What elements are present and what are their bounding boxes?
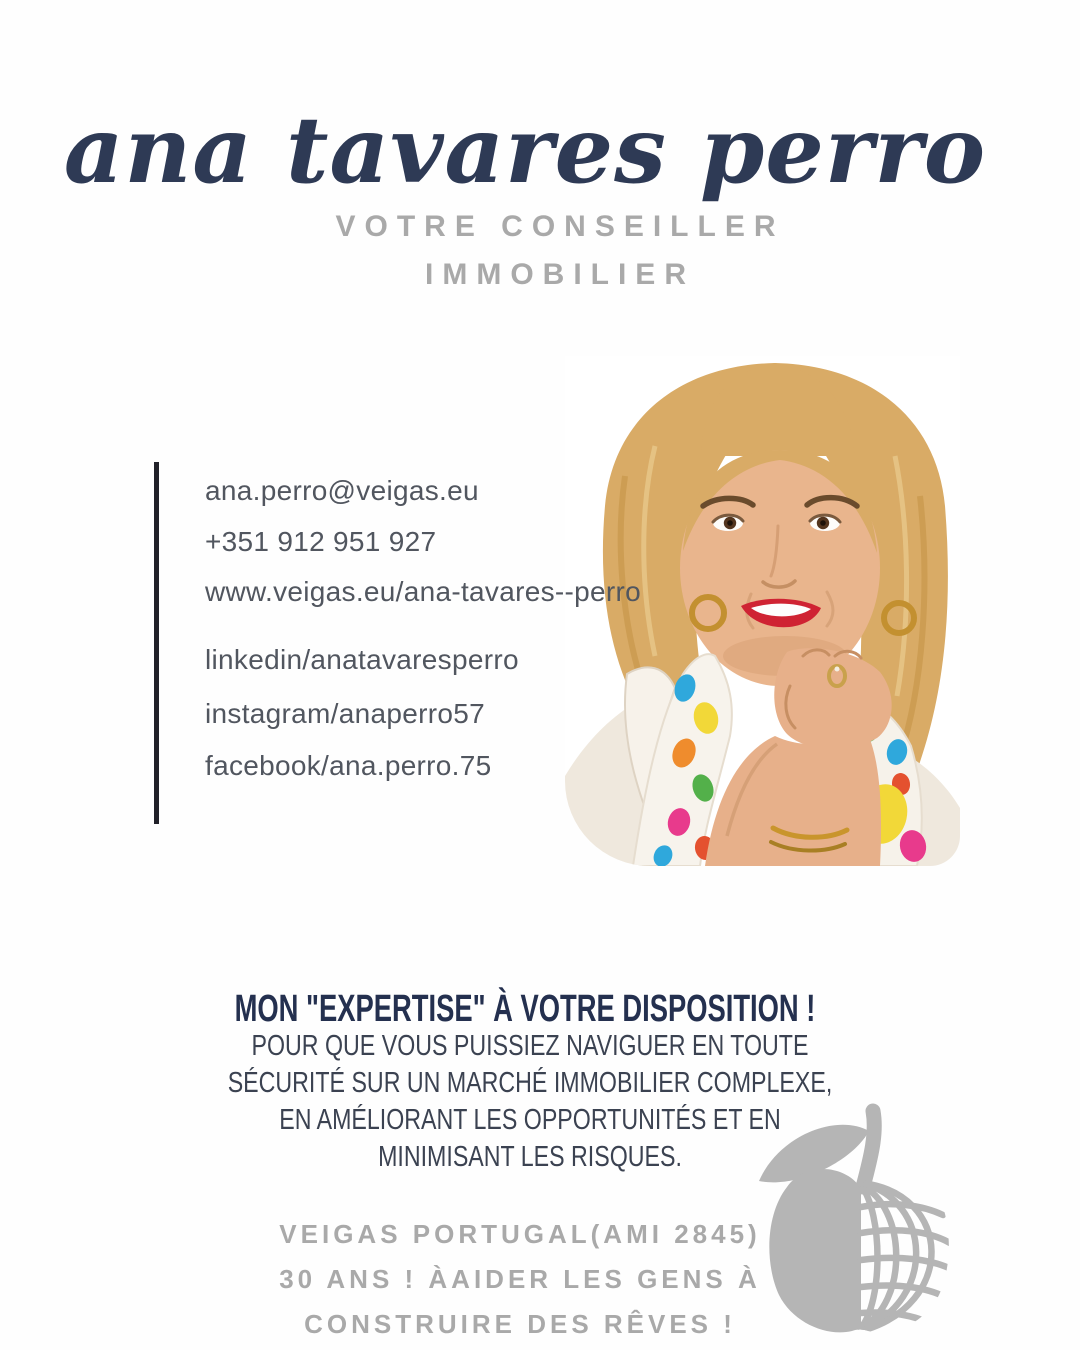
expertise-heading: MON "EXPERTISE" À VOTRE DISPOSITION ! [234,987,816,1030]
contact-email: ana.perro@veigas.eu [205,475,479,506]
contact-divider-bar [154,462,159,824]
subtitle-line-2: IMMOBILIER [425,258,695,291]
stem [863,1111,874,1187]
footer-line-2: 30 ANS ! ÀAIDER LES GENS À [279,1264,761,1294]
agent-role-subtitle [20,203,1080,299]
contact-phone: +351 912 951 927 [205,526,437,557]
footer-line-1: VEIGAS PORTUGAL(AMI 2845) [279,1219,761,1249]
pitch-line-2: SÉCURITÉ SUR UN MARCHÉ IMMOBILIER COMPLEXE, [227,1067,833,1099]
contact-instagram: instagram/anaperro57 [205,698,485,729]
agent-portrait-illustration [565,356,960,866]
apple-globe-logo [757,1095,962,1342]
pitch-line-4: MINIMISANT LES RISQUES. [378,1141,682,1173]
agent-portrait-photo [565,356,960,866]
agent-name-title: ana tavares perro [63,95,987,204]
contact-website: www.veigas.eu/ana-tavares--perro [205,576,642,607]
contact-facebook: facebook/ana.perro.75 [205,750,492,781]
pitch-line-1: POUR QUE VOUS PUISSIEZ NAVIGUER EN TOUTE [251,1030,809,1062]
contact-linkedin: linkedin/anatavaresperro [205,644,519,675]
subtitle-line-1: VOTRE CONSEILLER [335,210,785,243]
globe-grid [861,1183,953,1331]
footer-line-3: CONSTRUIRE DES RÊVES ! [304,1309,736,1339]
pitch-line-3: EN AMÉLIORANT LES OPPORTUNITÉS ET EN [279,1104,781,1136]
apple-globe-logo-svg [757,1095,962,1342]
